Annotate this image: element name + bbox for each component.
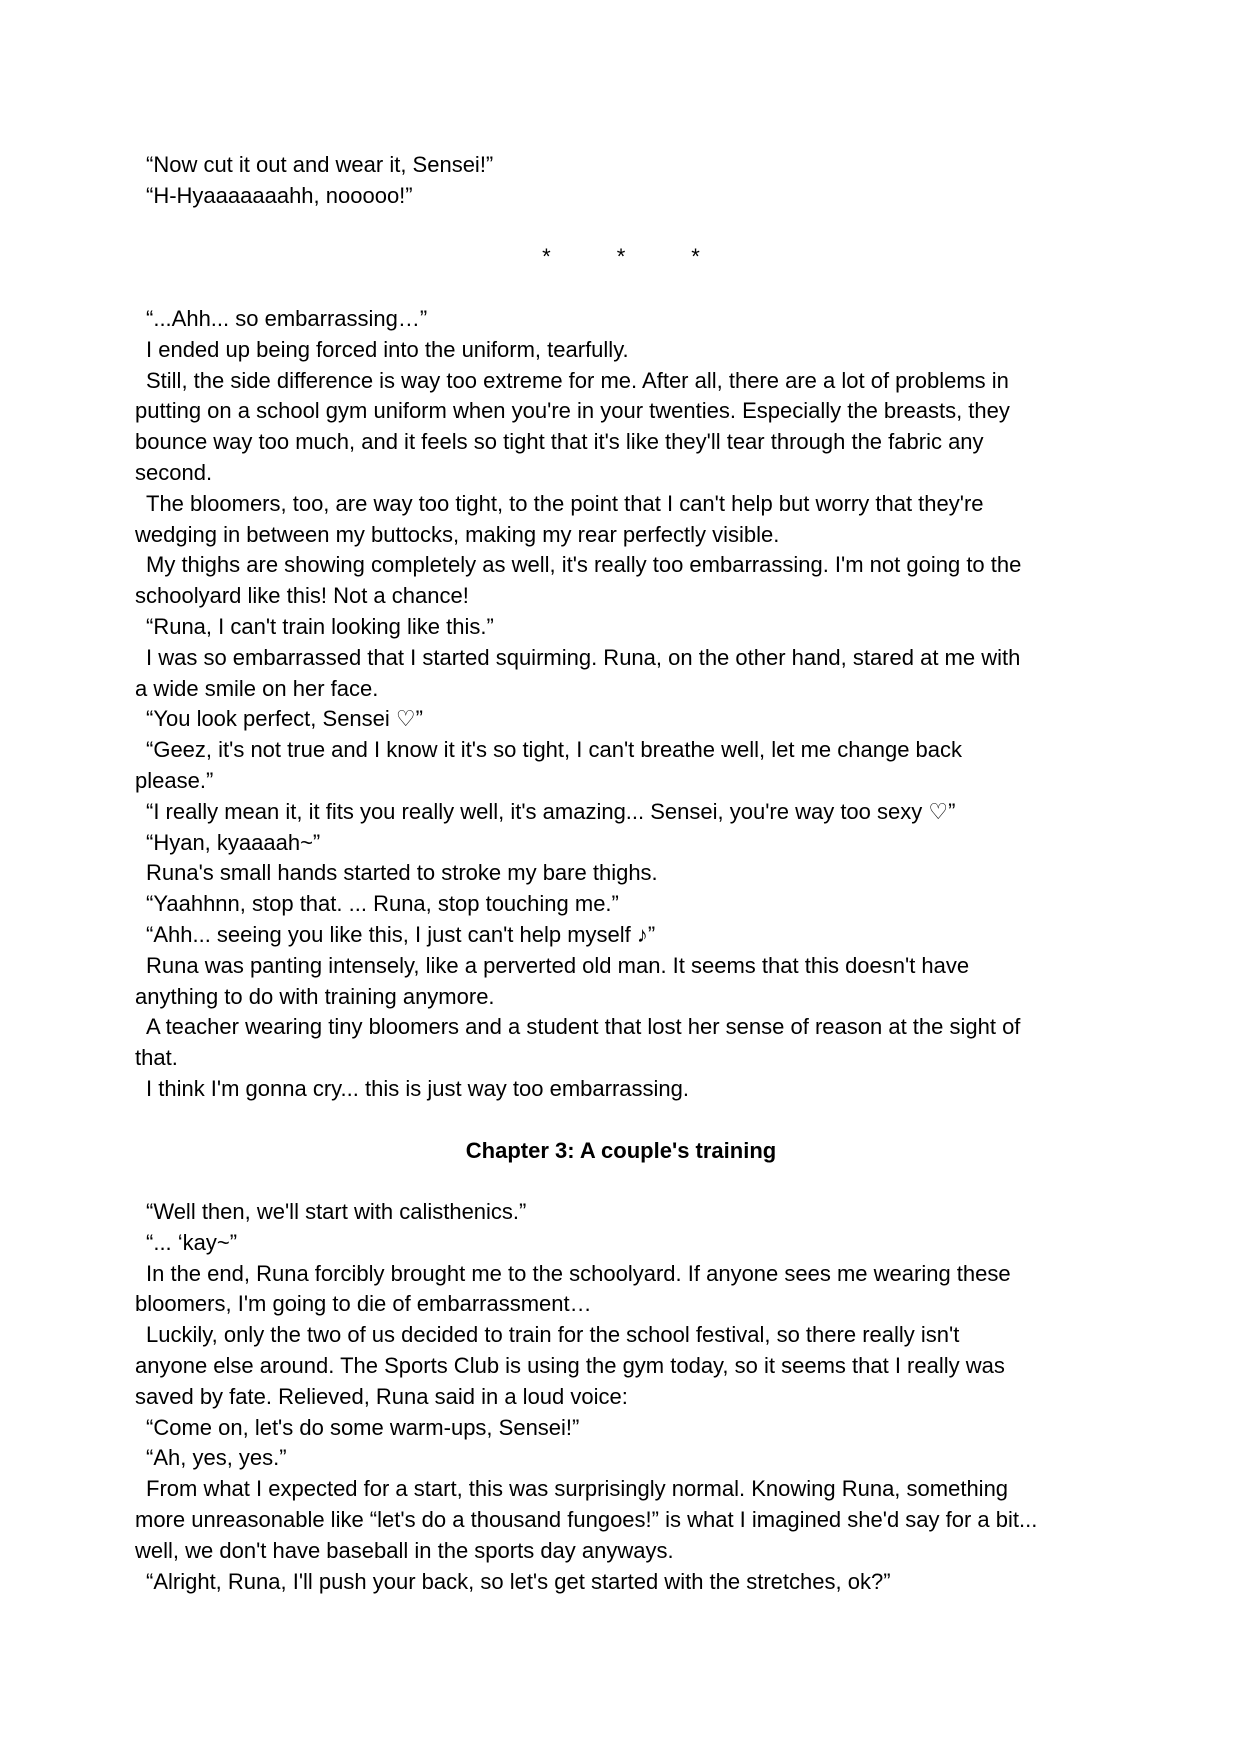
- text-line: A teacher wearing tiny bloomers and a student that lost her sense of reason at the sight of: [146, 1014, 1021, 1040]
- text-line: bounce way too much, and it feels so tight that it's like they'll tear through the fabric any: [135, 429, 984, 455]
- text-line: bloomers, I'm going to die of embarrassment…: [135, 1291, 592, 1317]
- text-line: “Ahh... seeing you like this, I just can't help myself ♪”: [146, 921, 656, 947]
- text-line: “Come on, let's do some warm-ups, Sensei!”: [146, 1414, 580, 1440]
- text-line: Luckily, only the two of us decided to train for the school festival, so there really isn't: [146, 1322, 960, 1348]
- text-line: “H-Hyaaaaaaahh, nooooo!”: [146, 182, 413, 208]
- blank-line: [135, 273, 1107, 304]
- text-line: “Well then, we'll start with calisthenics.”: [146, 1199, 527, 1225]
- text-line: “Geez, it's not true and I know it it's so tight, I can't breathe well, let me change back: [146, 737, 963, 763]
- blank-line: [135, 212, 1107, 243]
- text-line: anything to do with training anymore.: [135, 983, 495, 1009]
- text-line: “I really mean it, it fits you really well, it's amazing... Sensei, you're way too sexy ♡”: [146, 798, 956, 824]
- text-line: I think I'm gonna cry... this is just way too embarrassing.: [146, 1075, 690, 1101]
- text-line: wedging in between my buttocks, making my rear perfectly visible.: [135, 521, 780, 547]
- section-separator: * * *: [542, 244, 700, 270]
- text-line: more unreasonable like “let's do a thousand fungoes!” is what I imagined she'd say for a bit...: [135, 1507, 1038, 1533]
- text-line: “Yaahhnn, stop that. ... Runa, stop touching me.”: [146, 891, 619, 917]
- text-line: saved by fate. Relieved, Runa said in a loud voice:: [135, 1383, 628, 1409]
- text-line: “... ‘kay~”: [146, 1229, 238, 1255]
- text-line: a wide smile on her face.: [135, 675, 379, 701]
- text-line: “Alright, Runa, I'll push your back, so let's get started with the stretches, ok?”: [146, 1568, 891, 1594]
- text-line: putting on a school gym uniform when you're in your twenties. Especially the breasts, they: [135, 398, 1010, 424]
- text-line: “Now cut it out and wear it, Sensei!”: [146, 152, 494, 177]
- text-line: I was so embarrassed that I started squirming. Runa, on the other hand, stared at me with: [146, 644, 1021, 670]
- blank-line: [135, 1105, 1107, 1136]
- text-line: that.: [135, 1045, 178, 1071]
- text-line: “You look perfect, Sensei ♡”: [146, 706, 423, 732]
- document-body: [135, 150, 1107, 1597]
- text-line: “Runa, I can't train looking like this.”: [146, 613, 494, 639]
- text-line: “Hyan, kyaaaah~”: [146, 829, 321, 855]
- text-line: anyone else around. The Sports Club is using the gym today, so it seems that I really was: [135, 1353, 1005, 1379]
- text-line: Still, the side difference is way too extreme for me. After all, there are a lot of problems in: [146, 367, 1009, 393]
- text-line: “...Ahh... so embarrassing…”: [146, 305, 428, 331]
- text-line: My thighs are showing completely as well, it's really too embarrassing. I'm not going to the: [146, 552, 1022, 578]
- text-line: schoolyard like this! Not a chance!: [135, 583, 469, 609]
- text-line: Runa's small hands started to stroke my bare thighs.: [146, 860, 658, 886]
- text-line: Runa was panting intensely, like a perverted old man. It seems that this doesn't have: [146, 952, 970, 978]
- text-line: I ended up being forced into the uniform, tearfully.: [146, 336, 629, 362]
- text-line: From what I expected for a start, this was surprisingly normal. Knowing Runa, something: [146, 1476, 1009, 1502]
- chapter-heading: Chapter 3: A couple's training: [465, 1137, 777, 1163]
- text-line: well, we don't have baseball in the sports day anyways.: [135, 1537, 674, 1563]
- text-line: second.: [135, 459, 213, 485]
- text-line: In the end, Runa forcibly brought me to the schoolyard. If anyone sees me wearing these: [146, 1260, 1011, 1286]
- text-line: “Ah, yes, yes.”: [146, 1445, 287, 1471]
- text-line: The bloomers, too, are way too tight, to the point that I can't help but worry that they're: [146, 490, 984, 516]
- text-line: please.”: [135, 767, 214, 793]
- blank-line: [135, 1166, 1107, 1197]
